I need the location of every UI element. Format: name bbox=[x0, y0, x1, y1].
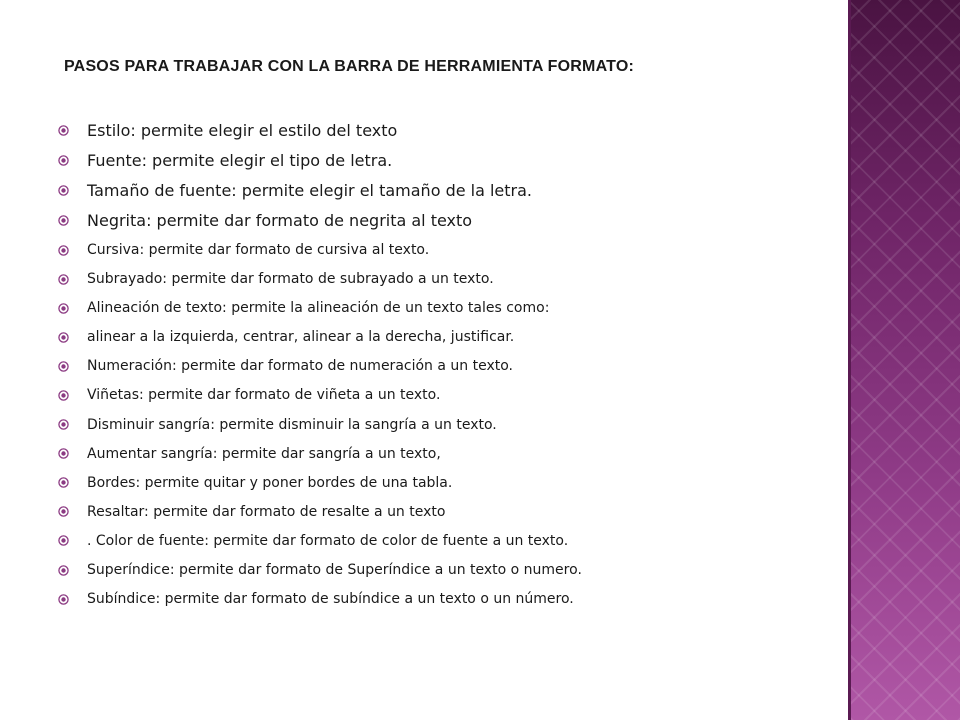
bullet-item bbox=[58, 116, 582, 146]
bullet-text: alinear a la izquierda, centrar, alinear a la derecha, justificar. bbox=[87, 329, 515, 346]
bullet-item bbox=[58, 294, 582, 323]
bullet-item bbox=[58, 176, 582, 206]
bullet-item bbox=[58, 236, 582, 265]
bullet-item bbox=[58, 265, 582, 294]
bullet-text: Subíndice: permite dar formato de subíndice a un texto o un número. bbox=[87, 591, 574, 608]
target-bullet-icon bbox=[58, 185, 69, 196]
bullet-item bbox=[58, 206, 582, 236]
target-bullet-icon bbox=[58, 506, 69, 517]
bullet-item bbox=[58, 469, 582, 498]
bullet-item bbox=[58, 585, 582, 614]
bullet-text: Cursiva: permite dar formato de cursiva al texto. bbox=[87, 242, 430, 258]
bullet-item bbox=[58, 440, 582, 469]
slide-title: PASOS PARA TRABAJAR CON LA BARRA DE HERRAMIENTA FORMATO: bbox=[64, 58, 635, 75]
target-bullet-icon bbox=[58, 215, 69, 226]
bullet-text: Negrita: permite dar formato de negrita al texto bbox=[87, 211, 473, 230]
bullet-text: Estilo: permite elegir el estilo del texto bbox=[87, 121, 398, 140]
target-bullet-icon bbox=[58, 390, 69, 401]
target-bullet-icon bbox=[58, 274, 69, 285]
target-bullet-icon bbox=[58, 245, 69, 256]
bullet-item bbox=[58, 381, 582, 410]
target-bullet-icon bbox=[58, 477, 69, 488]
target-bullet-icon bbox=[58, 332, 69, 343]
bullet-item bbox=[58, 411, 582, 440]
bullet-text: Aumentar sangría: permite dar sangría a un texto, bbox=[87, 445, 441, 462]
bullet-text: Bordes: permite quitar y poner bordes de una tabla. bbox=[87, 474, 453, 491]
bullet-text: Numeración: permite dar formato de numeración a un texto. bbox=[87, 358, 513, 375]
bullet-item bbox=[58, 498, 582, 527]
bullet-list bbox=[58, 116, 582, 614]
target-bullet-icon bbox=[58, 361, 69, 372]
target-bullet-icon bbox=[58, 125, 69, 136]
bullet-text: Subrayado: permite dar formato de subrayado a un texto. bbox=[87, 271, 494, 288]
bullet-item bbox=[58, 527, 582, 556]
decorative-side-panel bbox=[848, 0, 960, 720]
target-bullet-icon bbox=[58, 565, 69, 576]
bullet-item bbox=[58, 146, 582, 176]
target-bullet-icon bbox=[58, 419, 69, 430]
bullet-item bbox=[58, 352, 582, 381]
bullet-text: Superíndice: permite dar formato de Superíndice a un texto o numero. bbox=[87, 562, 582, 579]
target-bullet-icon bbox=[58, 594, 69, 605]
target-bullet-icon bbox=[58, 155, 69, 166]
bullet-text: Fuente: permite elegir el tipo de letra. bbox=[87, 151, 393, 170]
target-bullet-icon bbox=[58, 303, 69, 314]
bullet-text: Alineación de texto: permite la alineación de un texto tales como: bbox=[87, 300, 550, 317]
bullet-text: Disminuir sangría: permite disminuir la sangría a un texto. bbox=[87, 416, 497, 433]
bullet-text: Tamaño de fuente: permite elegir el tamaño de la letra. bbox=[87, 181, 533, 200]
bullet-item bbox=[58, 323, 582, 352]
target-bullet-icon bbox=[58, 448, 69, 459]
bullet-text: . Color de fuente: permite dar formato de color de fuente a un texto. bbox=[87, 532, 569, 549]
target-bullet-icon bbox=[58, 535, 69, 546]
bullet-text: Viñetas: permite dar formato de viñeta a un texto. bbox=[87, 387, 441, 404]
bullet-text: Resaltar: permite dar formato de resalte a un texto bbox=[87, 503, 446, 520]
bullet-item bbox=[58, 556, 582, 585]
